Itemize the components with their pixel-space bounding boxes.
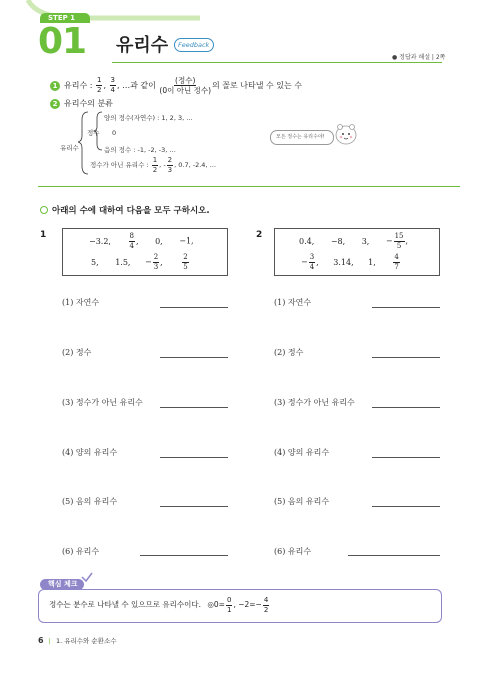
- fraction-2-5: $\frac{2}{5}$: [183, 253, 188, 271]
- p1-q5-answer-line[interactable]: [160, 506, 228, 507]
- header-rule: [112, 62, 442, 63]
- concept-divider: [38, 186, 460, 187]
- section-number: 01: [38, 21, 87, 62]
- key-check-content: [49, 594, 270, 616]
- p2-q5-answer-line[interactable]: [372, 506, 440, 507]
- p2-q5-label: (5) 음의 유리수: [274, 497, 330, 506]
- hand-fraction-one-half: $\frac{1}{2}$: [152, 155, 158, 174]
- footer-separator: |: [48, 637, 51, 645]
- fraction-0-1: $\frac{0}{1}$: [226, 595, 232, 614]
- chapter-title: 1. 유리수와 순환소수: [55, 637, 117, 645]
- key-check-text: 정수는 분수로 나타낼 수 있으므로 유리수이다.: [49, 600, 201, 609]
- p2-q4-label: (4) 양의 유리수: [274, 448, 330, 457]
- fraction-3-4: $\frac{3}{4}$: [309, 253, 315, 271]
- diagram-zero: 0: [112, 129, 117, 137]
- problem-bullet-icon: [40, 206, 48, 214]
- fraction-three-quarters: $\frac{3}{4}$: [110, 76, 116, 94]
- p1-q3-label: (3) 정수가 아닌 유리수: [62, 398, 143, 407]
- key-check-box: [38, 589, 442, 623]
- fraction-4-7: $\frac{4}{7}$: [394, 253, 399, 271]
- p1-q6-answer-line[interactable]: [140, 555, 228, 556]
- p2-q6-label: (6) 유리수: [274, 547, 312, 556]
- non-integer-prefix: 정수가 아닌 유리수 :: [90, 161, 149, 169]
- diagram-root-label: 유리수: [60, 144, 79, 152]
- integer-over-nonzero-fraction: $\frac{\text{(정수)}}{\text{(0이 아닌 정수)}}$: [159, 75, 212, 95]
- non-integer-suffix: 0.7, -2.4, …: [178, 161, 217, 169]
- problem-2-number-box: [274, 228, 440, 276]
- answer-reference: ● 정답과 해설 | 2쪽: [392, 54, 446, 61]
- diagram-integer-label: 정수: [87, 129, 100, 137]
- minus-sign: -: [163, 161, 166, 169]
- fraction-one-half: $\frac{1}{2}$: [96, 76, 102, 94]
- definition-suffix: 의 꼴로 나타낼 수 있는 수: [212, 81, 303, 90]
- check-mark-icon: [80, 571, 94, 583]
- page-number: 6: [38, 636, 44, 645]
- p1-q4-label: (4) 양의 유리수: [62, 448, 118, 457]
- p2-q3-label: (3) 정수가 아닌 유리수: [274, 398, 355, 407]
- speech-text: 모든 정수는 유리수야!: [276, 134, 325, 140]
- feedback-button[interactable]: [174, 38, 214, 52]
- classification-title: 유리수의 분류: [64, 99, 113, 108]
- problem-1-row-2: 5, 1.5, − $\frac{2}{3}$ , $\frac{2}{5}$: [91, 253, 188, 271]
- rational-definition: 유리수 : $\frac{1}{2}$ , $\frac{3}{4}$ , …과 같이 $\frac{\text{(정수)}}{\text{(0이 아닌 정수)}}$ 의 꼴로 나타낼 수 있는 수: [64, 75, 303, 95]
- bullet-1-icon: 1: [50, 81, 60, 91]
- p2-q2-answer-line[interactable]: [372, 357, 440, 358]
- key-check-label: 핵심 체크: [48, 580, 78, 588]
- diagram-non-integer-rationals: 정수가 아닌 유리수 : $\frac{1}{2}$ , - $\frac{2}{3}$ , 0.7, -2.4, …: [90, 155, 217, 174]
- p1-q2-answer-line[interactable]: [160, 357, 228, 358]
- p2-q3-answer-line[interactable]: [372, 407, 440, 408]
- p1-q2-label: (2) 정수: [62, 348, 92, 357]
- key-check-example-prefix: ◎0=: [207, 600, 225, 609]
- p2-q2-label: (2) 정수: [274, 348, 304, 357]
- bullet-2-icon: 2: [50, 99, 60, 109]
- fraction-2-3: $\frac{2}{3}$: [153, 253, 159, 271]
- speech-bubble: [270, 130, 334, 145]
- fraction-4-2: $\frac{4}{2}$: [263, 595, 269, 614]
- hand-fraction-two-thirds: $\frac{2}{3}$: [167, 155, 173, 174]
- mascot-icon: [334, 122, 358, 146]
- problem-2-row-1: 0.4, −8, 3, − $\frac{15}{5}$ ,: [299, 232, 409, 250]
- p1-q5-label: (5) 음의 유리수: [62, 497, 118, 506]
- p1-q1-label: (1) 자연수: [62, 298, 100, 307]
- p1-q4-answer-line[interactable]: [160, 457, 228, 458]
- definition-prefix: 유리수 :: [64, 81, 93, 90]
- definition-middle: …과 같이: [122, 81, 156, 90]
- p2-q6-answer-line[interactable]: [348, 555, 440, 556]
- p2-q1-answer-line[interactable]: [372, 307, 440, 308]
- section-title: 유리수: [116, 35, 169, 56]
- key-check-example-mid: , −2=−: [233, 600, 262, 609]
- problem-2-row-2: − $\frac{3}{4}$ , 3.14, 1, $\frac{4}{7}$: [301, 253, 399, 271]
- problem-instruction: 아래의 수에 대하여 다음을 모두 구하시오.: [52, 206, 210, 216]
- diagram-positive-integers: 양의 정수(자연수) : 1, 2, 3, …: [104, 114, 193, 122]
- problem-1-number: 1: [40, 230, 47, 240]
- footer: [38, 636, 117, 645]
- p1-q6-label: (6) 유리수: [62, 547, 100, 556]
- fraction-15-5: $\frac{15}{5}$: [394, 232, 404, 250]
- problem-2-number: 2: [256, 230, 263, 240]
- header-arc-decoration: [0, 0, 200, 24]
- p1-q3-answer-line[interactable]: [160, 407, 228, 408]
- problem-1-number-box: [62, 228, 228, 276]
- p2-q4-answer-line[interactable]: [372, 457, 440, 458]
- fraction-8-4: $\frac{8}{4}$: [129, 232, 134, 250]
- problem-1-row-1: −3.2, $\frac{8}{4}$ , 0, −1,: [89, 232, 194, 250]
- p2-q1-label: (1) 자연수: [274, 298, 312, 307]
- step-label: STEP 1: [48, 14, 76, 22]
- diagram-negative-integers: 음의 정수 : -1, -2, -3, …: [104, 146, 176, 154]
- feedback-label: Feedback: [178, 41, 210, 49]
- p1-q1-answer-line[interactable]: [160, 307, 228, 308]
